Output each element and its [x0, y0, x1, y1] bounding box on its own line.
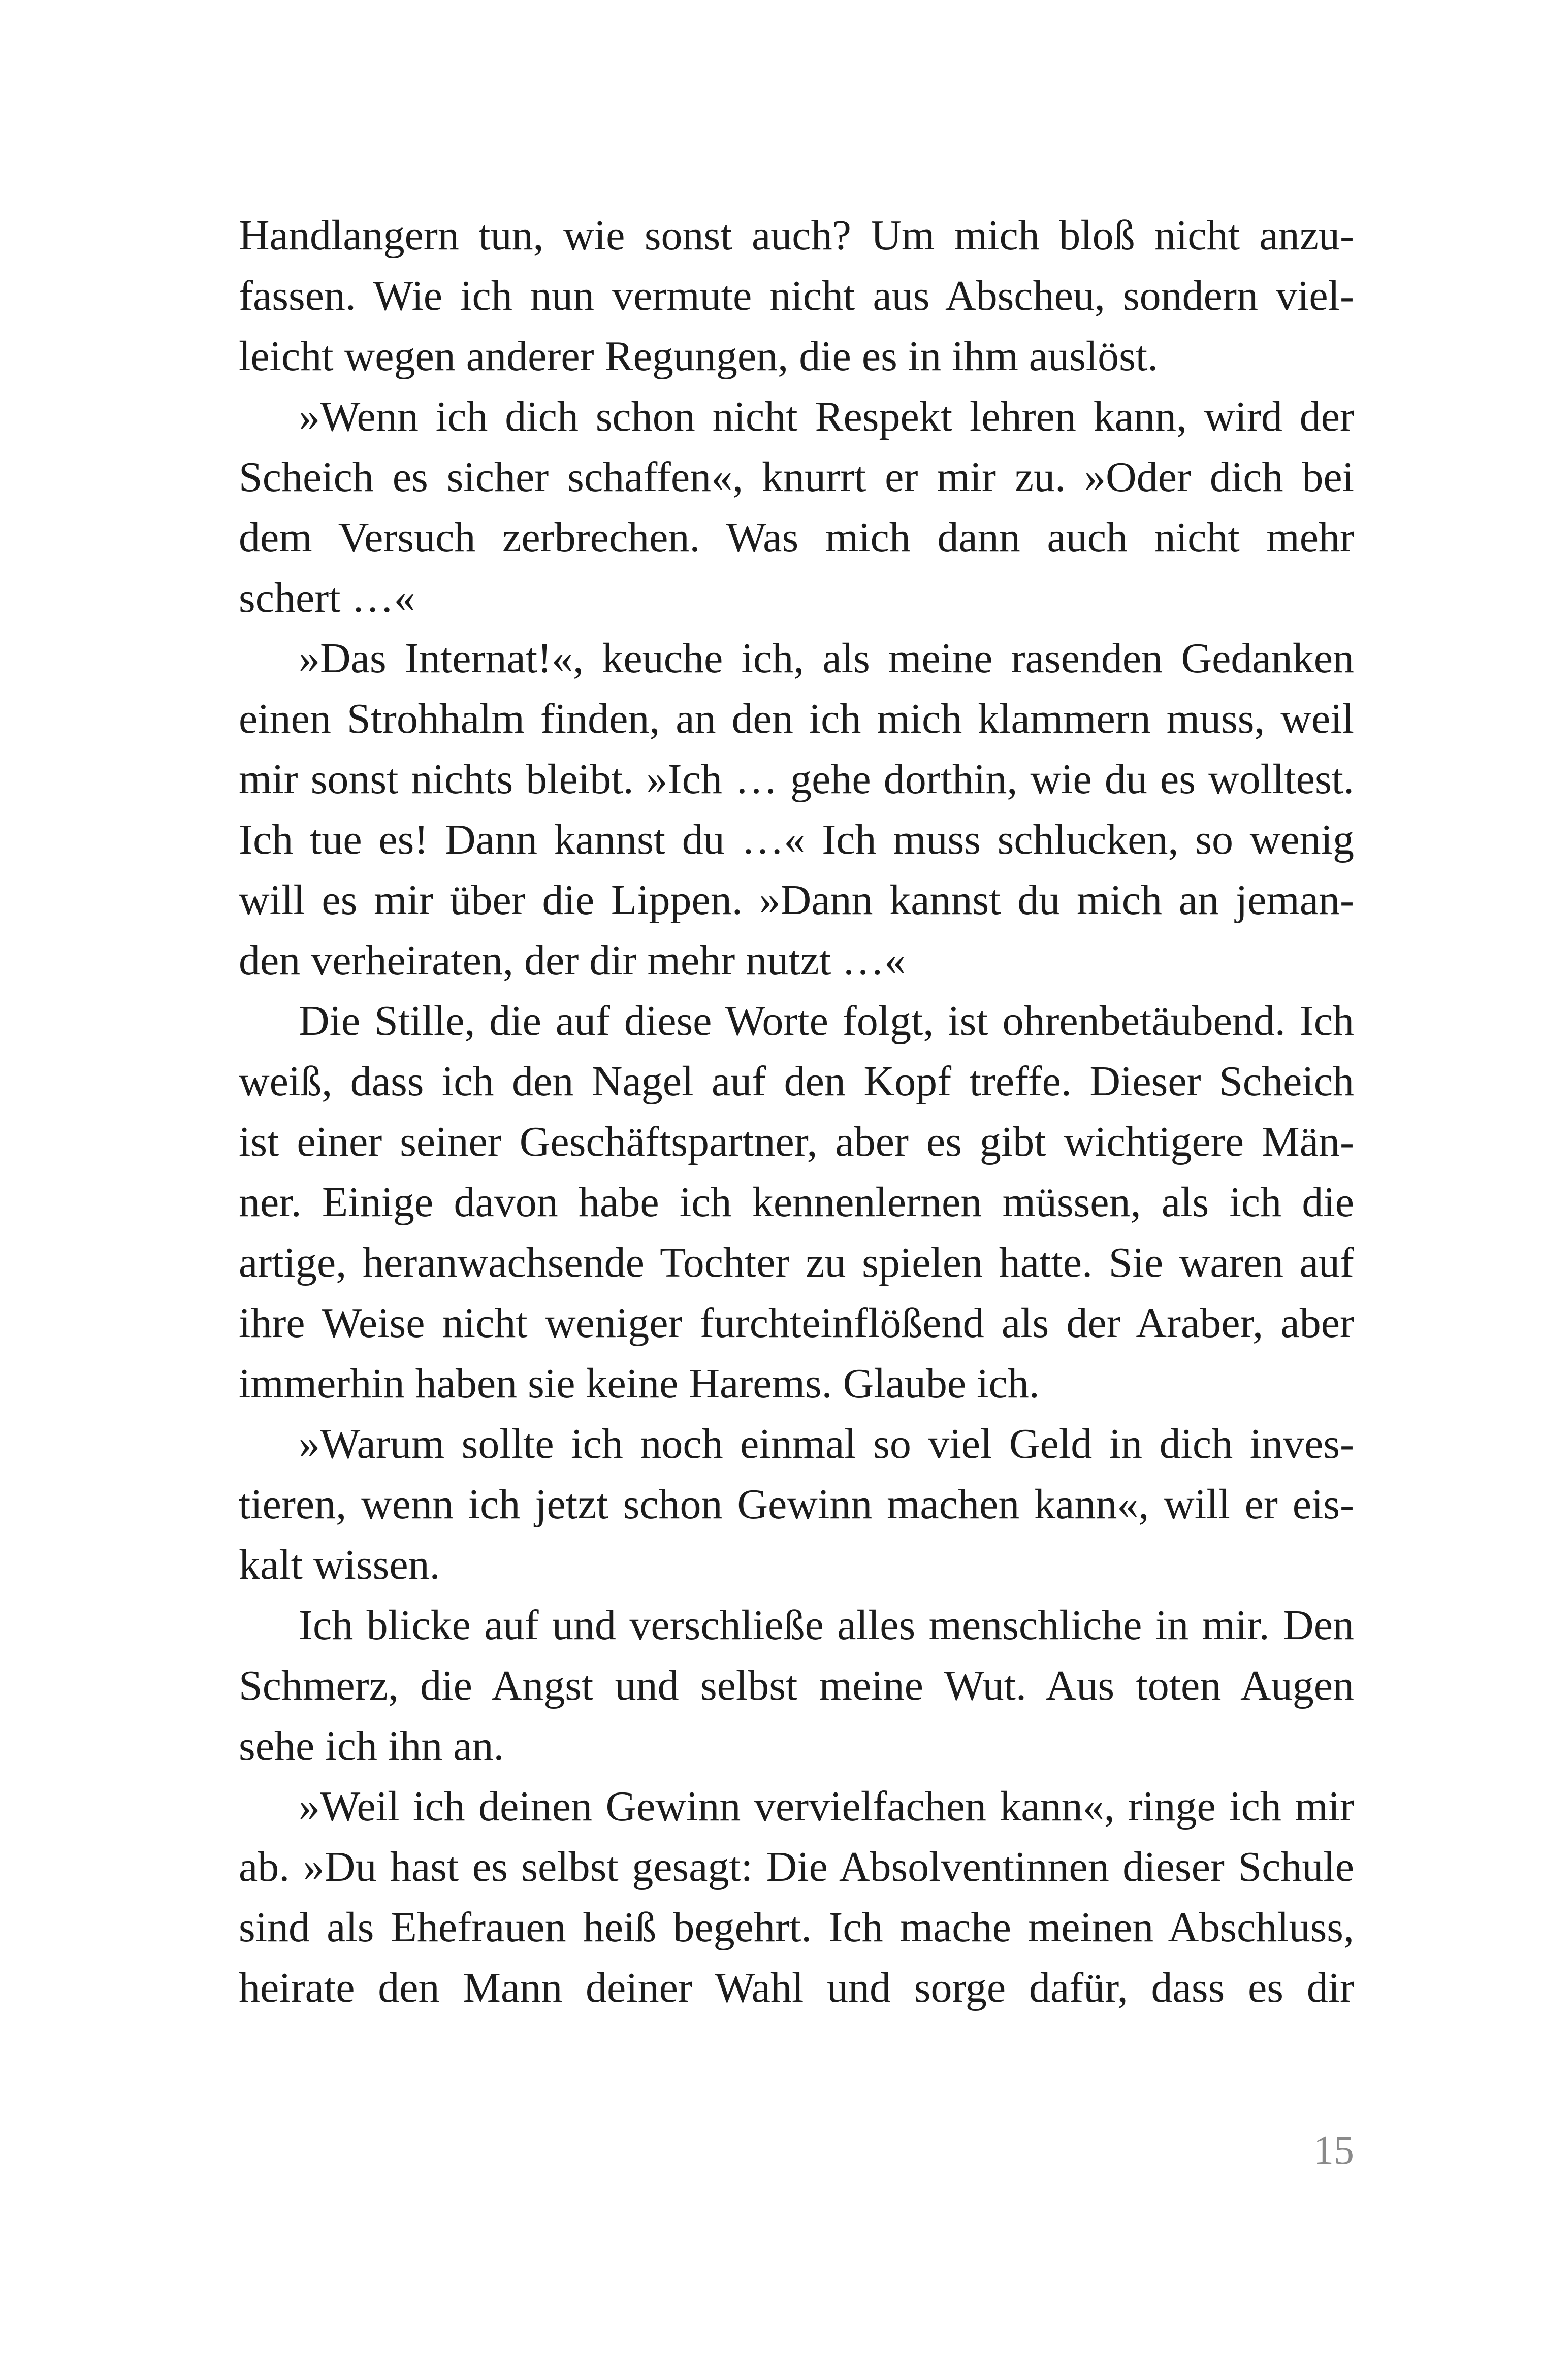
text-line: weiß, dass ich den Nagel auf den Kopf treffe. Dieser Scheich: [239, 1058, 1354, 1105]
text-line: »Das Internat!«, keuche ich, als meine rasenden Gedanken: [299, 635, 1354, 682]
text-line: mir sonst nichts bleibt. »Ich … gehe dorthin, wie du es wolltest.: [239, 756, 1354, 803]
text-line: sind als Ehefrauen heiß begehrt. Ich mache meinen Abschluss,: [239, 1904, 1354, 1951]
text-line: ihre Weise nicht weniger furchteinflößend als der Araber, aber: [239, 1299, 1354, 1347]
text-line: schert …«: [239, 574, 415, 622]
text-line: fassen. Wie ich nun vermute nicht aus Abscheu, sondern viel-: [239, 272, 1354, 319]
text-line: ist einer seiner Geschäftspartner, aber es gibt wichtigere Män-: [239, 1118, 1354, 1165]
text-line: ab. »Du hast es selbst gesagt: Die Absolventinnen dieser Schule: [239, 1843, 1354, 1890]
text-line: ner. Einige davon habe ich kennenlernen müssen, als ich die: [239, 1179, 1354, 1226]
body-text: [239, 205, 1354, 2018]
page-number: 15: [1313, 2128, 1354, 2173]
text-line: Scheich es sicher schaffen«, knurrt er mir zu. »Oder dich bei: [239, 453, 1354, 501]
text-line: Ich blicke auf und verschließe alles menschliche in mir. Den: [299, 1602, 1354, 1649]
text-line: Schmerz, die Angst und selbst meine Wut. Aus toten Augen: [239, 1662, 1354, 1709]
text-line: heirate den Mann deiner Wahl und sorge dafür, dass es dir: [239, 1964, 1354, 2011]
text-line: »Weil ich deinen Gewinn vervielfachen kann«, ringe ich mir: [299, 1783, 1354, 1830]
text-line: will es mir über die Lippen. »Dann kannst du mich an jeman-: [239, 876, 1354, 924]
text-line: kalt wissen.: [239, 1541, 440, 1588]
text-line: Ich tue es! Dann kannst du …« Ich muss schlucken, so wenig: [239, 816, 1354, 863]
text-line: leicht wegen anderer Regungen, die es in ihm auslöst.: [239, 333, 1159, 380]
text-line: immerhin haben sie keine Harems. Glaube ich.: [239, 1360, 1040, 1407]
text-line: den verheiraten, der dir mehr nutzt …«: [239, 937, 906, 984]
text-line: artige, heranwachsende Tochter zu spielen hatte. Sie waren auf: [239, 1239, 1354, 1286]
text-line: sehe ich ihn an.: [239, 1722, 504, 1770]
text-line: einen Strohhalm finden, an den ich mich klammern muss, weil: [239, 695, 1354, 742]
text-line: tieren, wenn ich jetzt schon Gewinn machen kann«, will er eis-: [239, 1481, 1354, 1528]
text-line: dem Versuch zerbrechen. Was mich dann auch nicht mehr: [239, 514, 1354, 561]
text-line: »Warum sollte ich noch einmal so viel Geld in dich inves-: [299, 1420, 1354, 1468]
text-line: Handlangern tun, wie sonst auch? Um mich bloß nicht anzu-: [239, 212, 1354, 259]
text-line: Die Stille, die auf diese Worte folgt, ist ohrenbetäubend. Ich: [299, 997, 1354, 1045]
text-line: »Wenn ich dich schon nicht Respekt lehren kann, wird der: [299, 393, 1354, 440]
